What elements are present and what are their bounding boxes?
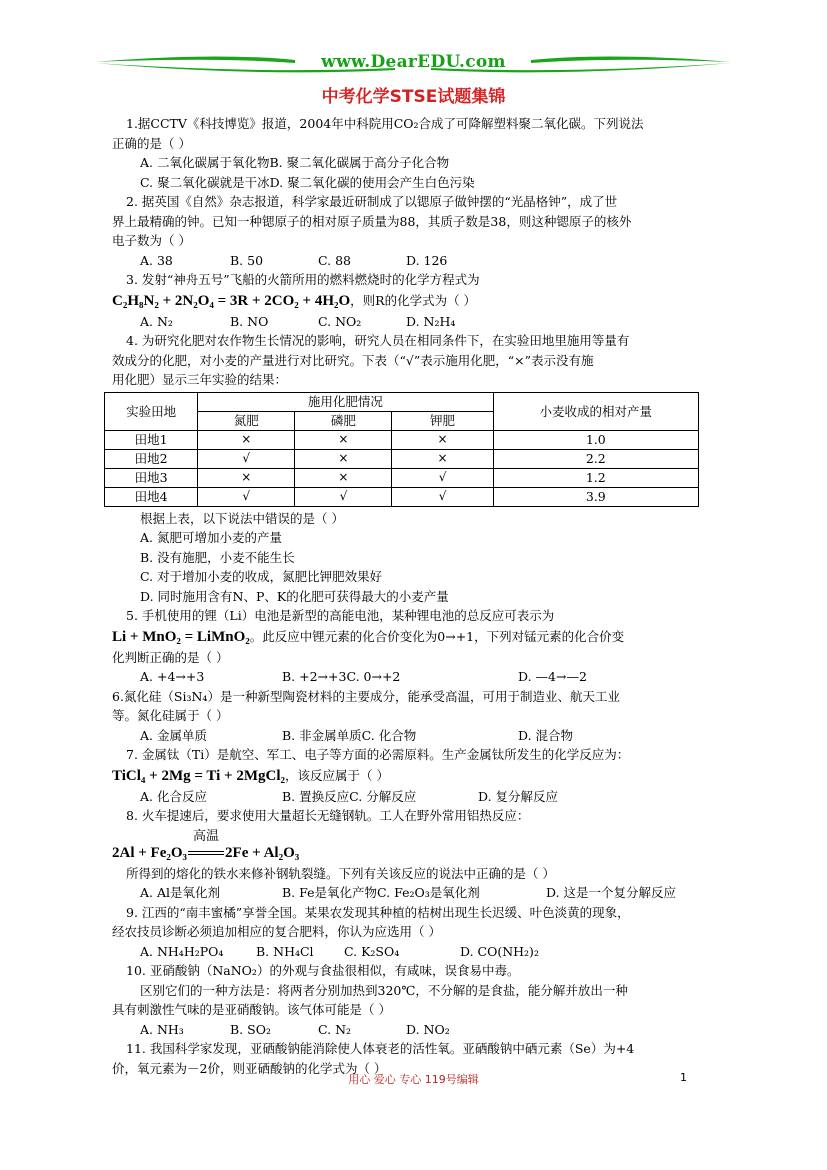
page-number: 1 — [680, 1071, 687, 1084]
cell-yield: 1.0 — [493, 430, 698, 449]
q6-stem: 等。氮化硅属于（ ） — [112, 708, 229, 723]
option: A. 化合反应 — [140, 788, 207, 804]
option: D. CO(NH₂)₂ — [460, 943, 539, 959]
q2-stem: 2. 据英国《自然》杂志报道，科学家最近研制成了以锶原子做钟摆的“光晶格钟”，成了世 — [126, 194, 618, 209]
q8-stem: 所得到的熔化的铁水来修补钢轨裂缝。下列有关该反应的说法中正确的是（ ） — [126, 865, 555, 881]
cell-field: 田地2 — [105, 449, 198, 468]
q4-stem: 用化肥）显示三年实验的结果： — [112, 372, 288, 387]
chemical-equation-right: 2Fe + Al₂O₃ — [225, 844, 300, 861]
option: C. 88 — [318, 252, 351, 268]
option: A. NH₃ — [140, 1021, 184, 1037]
option: B. NO — [230, 313, 269, 329]
q11-stem: 11. 我国科学家发现，亚硒酸钠能消除使人体衰老的活性氧。亚硒酸钠中硒元素（Se）为+4 — [126, 1041, 635, 1056]
q5-stem: 5. 手机使用的锂（Li）电池是新型的高能电池，某种锂电池的总反应可表示为 — [126, 608, 555, 623]
q3-equation-line — [112, 290, 720, 312]
q4-stem: 4. 为研究化肥对农作物生长情况的影响，研究人员在相同条件下，在实验田地里施用等量有 — [126, 333, 630, 348]
equals-sign — [188, 851, 224, 855]
option: C. K₂SO₄ — [344, 943, 400, 959]
option: A. 二氧化碳属于氧化物 — [140, 155, 270, 170]
option: B. NH₄Cl — [256, 943, 314, 959]
cell-field: 田地1 — [105, 430, 198, 449]
option: D. NO₂ — [406, 1021, 450, 1037]
cell-n: √ — [198, 449, 295, 468]
option: C. 对于增加小麦的收成，氮肥比钾肥效果好 — [140, 569, 383, 584]
option: A. 氮肥可增加小麦的产量 — [140, 530, 282, 545]
q5-equation-line — [112, 626, 720, 648]
option: B. 聚二氧化碳属于高分子化合物 — [269, 155, 450, 170]
q10-options — [112, 1020, 720, 1040]
site-url: www.DearEDU.com — [321, 52, 506, 72]
cell-yield: 2.2 — [493, 449, 698, 468]
option: A. Al是氧化剂 — [140, 885, 220, 900]
option: C. 聚二氧化碳就是干冰 — [140, 174, 270, 190]
option: A. +4→+3 — [140, 669, 205, 684]
cell-p: × — [295, 449, 392, 468]
table-row — [105, 487, 699, 506]
q1-stem: 1.据CCTV《科技博览》报道，2004年中科院用CO₂合成了可降解塑料聚二氧化碳。下列说法 — [126, 116, 644, 131]
q2-options — [112, 251, 720, 271]
q2-stem: 界上最精确的钟。已知一种锶原子的相对原子质量为88，其质子数是38，则这种锶原子的核外 — [112, 213, 632, 229]
cell-k: √ — [392, 468, 493, 487]
q1-stem: 正确的是（ ） — [112, 135, 191, 151]
q6-options — [112, 726, 720, 746]
option: A. 38 — [140, 252, 173, 268]
option: A. N₂ — [140, 313, 173, 329]
document-body — [112, 114, 720, 1078]
cell-k: √ — [392, 487, 493, 506]
q5-options — [112, 667, 720, 687]
option: B. SO₂ — [230, 1021, 271, 1037]
q2-stem: 电子数为（ ） — [112, 233, 191, 248]
cell-k: × — [392, 430, 493, 449]
option: C. NO₂ — [318, 313, 362, 329]
q3-tail: ，则R的化学式为（ ） — [350, 292, 477, 308]
q3-stem: 3. 发射“神舟五号”飞船的火箭所用的燃料燃烧时的化学方程式为 — [126, 272, 480, 287]
option: B. 没有施肥，小麦不能生长 — [140, 549, 295, 565]
cell-p: × — [295, 430, 392, 449]
option: D. —4→—2 — [518, 669, 587, 684]
q3-options — [112, 312, 720, 332]
cell-n: × — [198, 468, 295, 487]
cell-yield: 1.2 — [493, 468, 698, 487]
option: B. Fe是氧化产物C. Fe₂O₃是氧化剂 — [282, 885, 480, 900]
cell-p: × — [295, 468, 392, 487]
q7-tail: ，该反应属于（ ） — [284, 767, 389, 783]
q9-stem: 9. 江西的“南丰蜜橘”享誉全国。某果农发现其种植的桔树出现生长迟缓、叶色淡黄的现象， — [126, 904, 630, 920]
q8-equation-line — [112, 828, 720, 864]
cell-field: 田地3 — [105, 468, 198, 487]
q8-stem: 8. 火车提速后，要求使用大量超长无缝钢轨。工人在野外常用铝热反应： — [126, 808, 530, 823]
option: B. 置换反应C. 分解反应 — [282, 788, 417, 804]
q9-stem: 经农技员诊断必须追加相应的复合肥料，你认为应选用（ ） — [112, 924, 441, 939]
reaction-condition — [187, 828, 225, 864]
chemical-equation: Li + MnO₂ = LiMnO₂ — [112, 628, 250, 645]
q10-stem: 10. 亚硝酸钠（NaNO₂）的外观与食盐很相似，有咸味，误食易中毒。 — [126, 963, 520, 978]
fertilizer-table — [104, 392, 699, 507]
table-row — [105, 449, 699, 468]
q4-stem: 效成分的化肥，对小麦的产量进行对比研究。下表（“√”表示施用化肥，“×”表示没有施 — [112, 352, 594, 368]
option: D. 126 — [406, 252, 448, 268]
cell-k: × — [392, 449, 493, 468]
cell-n: √ — [198, 487, 295, 506]
table-header: 氮肥 — [198, 411, 295, 430]
table-header: 小麦收成的相对产量 — [493, 392, 698, 430]
option: C. N₂ — [318, 1021, 352, 1037]
chemical-equation-left: 2Al + Fe₂O₃ — [112, 844, 188, 861]
cell-field: 田地4 — [105, 487, 198, 506]
table-header: 实验田地 — [105, 392, 198, 430]
cell-p: √ — [295, 487, 392, 506]
q1-options-ab — [112, 153, 720, 173]
q7-options — [112, 787, 720, 807]
option: D. 聚二氧化碳的使用会产生白色污染 — [269, 174, 475, 190]
option: A. NH₄H₂PO₄ — [140, 943, 224, 959]
chemical-equation: C₂H₈N₂ + 2N₂O₄ = 3R + 2CO₂ + 4H₂O — [112, 292, 351, 309]
table-header: 磷肥 — [295, 411, 392, 430]
option: D. 这是一个复分解反应 — [546, 885, 677, 900]
table-row — [105, 430, 699, 449]
condition-label: 高温 — [193, 828, 220, 844]
option: D. N₂H₄ — [406, 313, 456, 329]
option: B. +2→+3C. 0→+2 — [282, 669, 401, 684]
footer-text: 用心 爱心 专心 119号编辑 — [348, 1073, 479, 1086]
q7-equation-line — [112, 765, 720, 787]
option: D. 同时施用含有N、P、K的化肥可获得最大的小麦产量 — [140, 588, 449, 604]
q7-stem: 7. 金属钛（Ti）是航空、军工、电子等方面的必需原料。生产金属钛所发生的化学反应为： — [126, 747, 630, 762]
table-header: 施用化肥情况 — [198, 392, 493, 411]
option: A. 金属单质 — [140, 727, 207, 743]
cell-yield: 3.9 — [493, 487, 698, 506]
page-title: 中考化学STSE试题集锦 — [321, 87, 506, 107]
option: D. 复分解反应 — [478, 788, 559, 804]
q4-stem: 根据上表，以下说法中错误的是（ ） — [140, 510, 344, 526]
cell-n: × — [198, 430, 295, 449]
q8-options — [112, 883, 720, 903]
q1-options-cd — [112, 173, 720, 193]
chemical-equation: TiCl₄ + 2Mg = Ti + 2MgCl₂ — [112, 767, 285, 784]
option: B. 50 — [230, 252, 264, 268]
q11-stem: 价，氧元素为－2价，则亚硒酸钠的化学式为（ ） — [112, 1060, 387, 1076]
option: D. 混合物 — [518, 727, 574, 743]
option: B. 非金属单质C. 化合物 — [282, 727, 417, 743]
table-row — [105, 468, 699, 487]
table-header: 钾肥 — [392, 411, 493, 430]
q9-options — [112, 942, 720, 962]
q6-stem: 6.氮化硅（Si₃N₄）是一种新型陶瓷材料的主要成分，能承受高温，可用于制造业、航天工业 — [112, 688, 620, 704]
q10-stem: 具有刺激性气味的是亚硝酸钠。该气体可能是（ ） — [112, 1002, 391, 1017]
q10-stem: 区别它们的一种方法是：将两者分别加热到320℃，不分解的是食盐，能分解并放出一种 — [140, 982, 628, 998]
q5-stem: 化判断正确的是（ ） — [112, 649, 229, 665]
q5-tail: 。此反应中锂元素的化合价变化为0→+1，下列对锰元素的化合价变 — [249, 628, 625, 644]
